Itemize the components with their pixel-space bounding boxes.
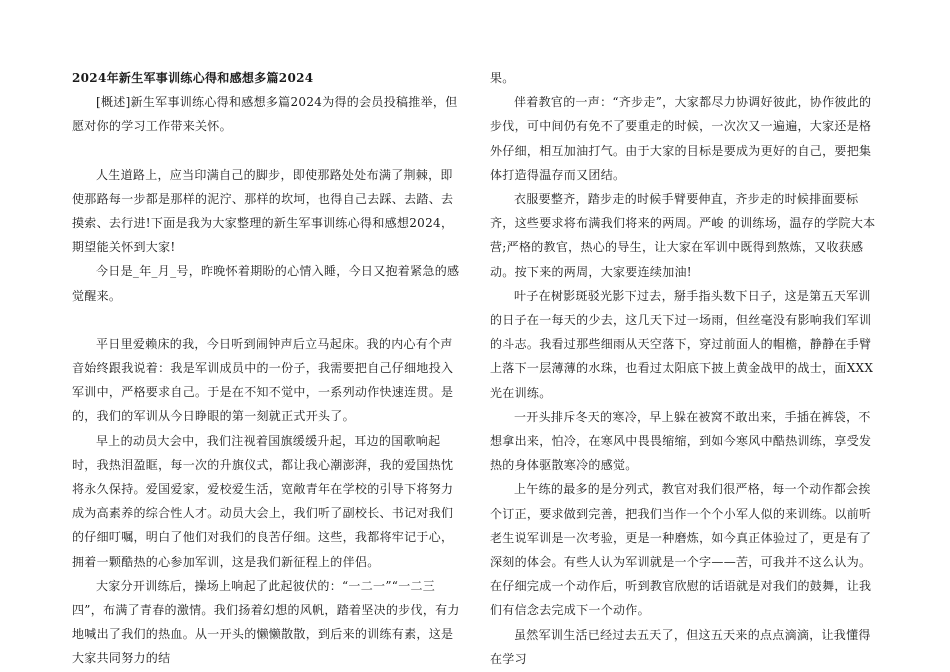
- left-column: [72, 66, 464, 671]
- body-paragraph: 早上的动员大会中，我们注视着国旗缓缓升起，耳边的国歌响起时，我热泪盈眶，每一次的升旗仪式，都让我心潮澎湃，我的爱国热忱将永久保持。爱国爱家，爱校爱生活，宽敞青年在学校的引导下将努力成为高素养的综合性人才。动员大会上，我们听了副校长、书记对我们的仔细叮嘱，明白了他们对我们的良苦仔细。这些，我都将牢记于心，拥着一颗酷热的心参加军训，这是我们新征程上的伴侣。: [72, 433, 454, 569]
- body-paragraph: 衣服要整齐，踏步走的时候手臂要伸直，齐步走的时候排面要标齐，这些要求将布满我们将来的两周。严峻 的训练场，温存的学院大本营;严格的教官，热心的导生，让大家在军训中既得到熬炼，又收获感动。按下来的两周，大家要连续加油!: [490, 192, 876, 279]
- summary-paragraph: [概述]新生军事训练心得和感想多篇2024为得的会员投稿推举，但愿对你的学习工作带来关怀。: [72, 95, 458, 134]
- body-paragraph: 一开头排斥冬天的寒冷，早上躲在被窝不敢出来，手插在裤袋，不想拿出来，怕冷，在寒风中畏畏缩缩，到如今寒风中酷热训练，享受发热的身体驱散寒冷的感觉。: [490, 409, 872, 473]
- paragraph-gap: [72, 308, 464, 332]
- body-paragraph: 上午练的最多的是分列式，教官对我们很严格，每一个动作都会挨个订正，要求做到完善，把我们当作一个个小军人似的来训练。以前听老生说军训是一次考验，更是一种磨炼，如今真正体验过了，更是有了深刻的体会。有些人认为军训就是一个字——苦，可我并不这么认为。在仔细完成一个动作后，听到教官欣慰的话语就是对我们的鼓舞，让我们有信念去完成下一个动作。: [490, 482, 872, 618]
- right-column: [490, 66, 878, 671]
- continued-text: 果。: [490, 71, 515, 85]
- body-paragraph: 虽然军训生活已经过去五天了，但这五天来的点点滴滴，让我懂得在学习: [490, 627, 871, 666]
- body-paragraph: 平日里爱赖床的我，今日听到闹钟声后立马起床。我的内心有个声音始终跟我说着：我是军训成员中的一份子，我需要把自己仔细地投入军训中，严格要求自己。于是在不知不觉中，一系列动作快速连贯。是的，我们的军训从今日睁眼的第一刻就正式开头了。: [72, 336, 454, 424]
- body-paragraph: 人生道路上，应当印满自己的脚步，即使那路处处布满了荆棘，即使那路每一步都是那样的泥泞、那样的坎坷，也得自己去踩、去踏、去摸索、去行进!下面是我为大家整理的新生军事训练心得和感想2024，期望能关怀到大家!: [72, 167, 454, 255]
- body-paragraph: 伴着教官的一声：“齐步走”，大家都尽力协调好彼此，协作彼此的步伐，可中间仍有免不了要重走的时候，一次次又一遍遍，大家还是格外仔细，相互加油打气。由于大家的目标是要成为更好的自己，要把集体打造得温存而又团结。: [490, 95, 872, 182]
- body-paragraph: 叶子在树影斑驳光影下过去，掰手指头数下日子，这是第五天军训的日子在一每天的少去，这几天下过一场雨，但丝毫没有影响我们军训的斗志。我看过那些细雨从天空落下，穿过前面人的帽檐，静静在手臂上落下一层薄薄的水珠，也看过太阳底下披上黄金战甲的战士，面XXX光在训练。: [490, 288, 874, 400]
- body-paragraph: 今日是_年_月_号，昨晚怀着期盼的心情入睡，今日又抱着紧急的感觉醒来。: [72, 264, 460, 303]
- body-paragraph: 大家分开训练后，操场上响起了此起彼伏的：“一二一”“一二三四”，布满了青春的激情。我们扬着幻想的风帆，踏着坚决的步伐，有力地喊出了我们的热血。从一开头的懒懒散散，到后来的训练有素，这是大家共同努力的结: [72, 578, 460, 666]
- paragraph-gap: [72, 139, 464, 163]
- document-title: 2024年新生军事训练心得和感想多篇2024: [72, 71, 314, 85]
